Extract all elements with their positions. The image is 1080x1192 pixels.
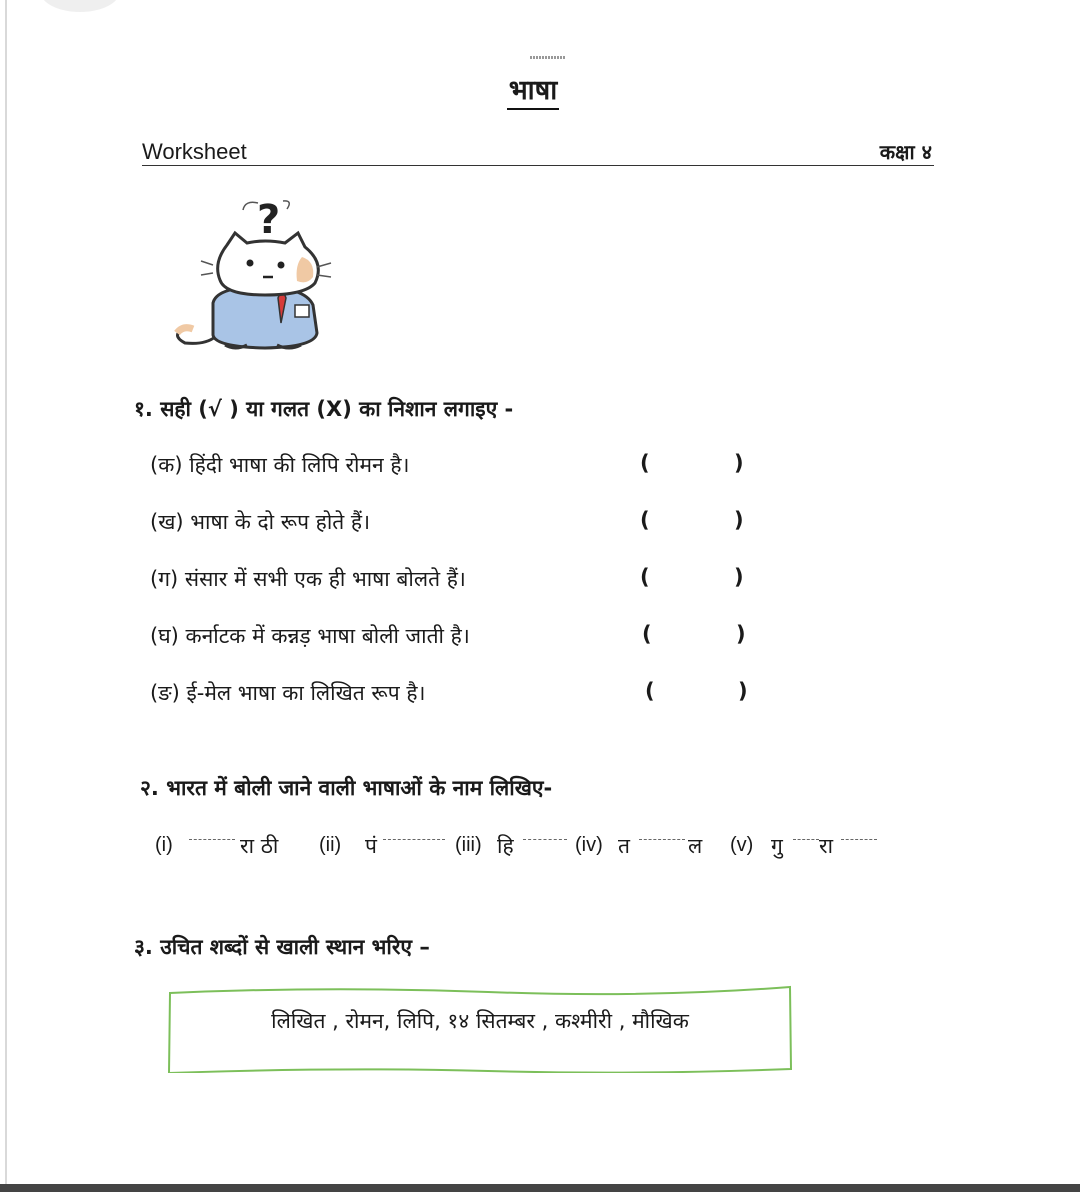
q1-item: (ख) भाषा के दो रूप होते हैं। [150, 510, 371, 534]
blank-line[interactable] [841, 839, 877, 840]
blank-number: (v) [730, 834, 754, 856]
class-label: कक्षा ४ [879, 140, 932, 164]
blank-number: (ii) [319, 834, 342, 856]
answer-bracket-close: ) [734, 451, 744, 475]
header-scribble [530, 56, 566, 59]
bottom-bar [0, 1184, 1080, 1192]
answer-bracket-close: ) [734, 565, 744, 589]
partial-word: गु [771, 834, 783, 858]
answer-bracket-open: ( [640, 565, 650, 589]
blank-line[interactable] [189, 839, 235, 840]
blank-line[interactable] [523, 839, 567, 840]
page-left-border [5, 0, 7, 1184]
partial-word: ल [688, 834, 703, 858]
blank-number: (iv) [575, 834, 603, 856]
q3-heading: ३. उचित शब्दों से खाली स्थान भरिए – [134, 935, 430, 959]
q2-heading: २. भारत में बोली जाने वाली भाषाओं के नाम लिखिए- [140, 776, 553, 800]
page-title: भाषा [0, 70, 1066, 107]
answer-bracket-open: ( [645, 679, 655, 703]
q1-item: (ङ) ई-मेल भाषा का लिखित रूप है। [150, 681, 426, 705]
answer-bracket-open: ( [640, 451, 650, 475]
blank-number: (iii) [455, 834, 482, 856]
worksheet-header [142, 138, 934, 166]
language-name-blanks [155, 830, 895, 866]
blank-line[interactable] [793, 839, 819, 840]
q1-item: (ग) संसार में सभी एक ही भाषा बोलते हैं। [150, 567, 466, 591]
partial-word: रा [819, 834, 834, 858]
q1-item: (घ) कर्नाटक में कन्नड़ भाषा बोली जाती है। [150, 624, 470, 648]
q1-item: (क) हिंदी भाषा की लिपि रोमन है। [150, 453, 410, 477]
partial-word: पं [365, 834, 377, 858]
partial-word: हि [497, 834, 514, 858]
worksheet-label: Worksheet [142, 139, 247, 164]
corner-shadow [40, 0, 120, 12]
word-bank: लिखित , रोमन, लिपि, १४ सितम्बर , कश्मीरी , मौखिक [271, 1009, 689, 1033]
blank-line[interactable] [383, 839, 445, 840]
answer-bracket-close: ) [736, 622, 746, 646]
answer-bracket-open: ( [640, 508, 650, 532]
q1-heading: १. सही (√ ) या गलत (X) का निशान लगाइए - [134, 397, 514, 421]
answer-bracket-close: ) [734, 508, 744, 532]
cat-question-icon [165, 195, 360, 360]
question-mark: ? [257, 197, 281, 243]
partial-word: रा ठी [240, 834, 279, 858]
answer-bracket-close: ) [738, 679, 748, 703]
partial-word: त [618, 834, 630, 858]
answer-bracket-open: ( [642, 622, 652, 646]
blank-line[interactable] [639, 839, 685, 840]
blank-number: (i) [155, 834, 173, 856]
word-bank-box [168, 985, 792, 1073]
